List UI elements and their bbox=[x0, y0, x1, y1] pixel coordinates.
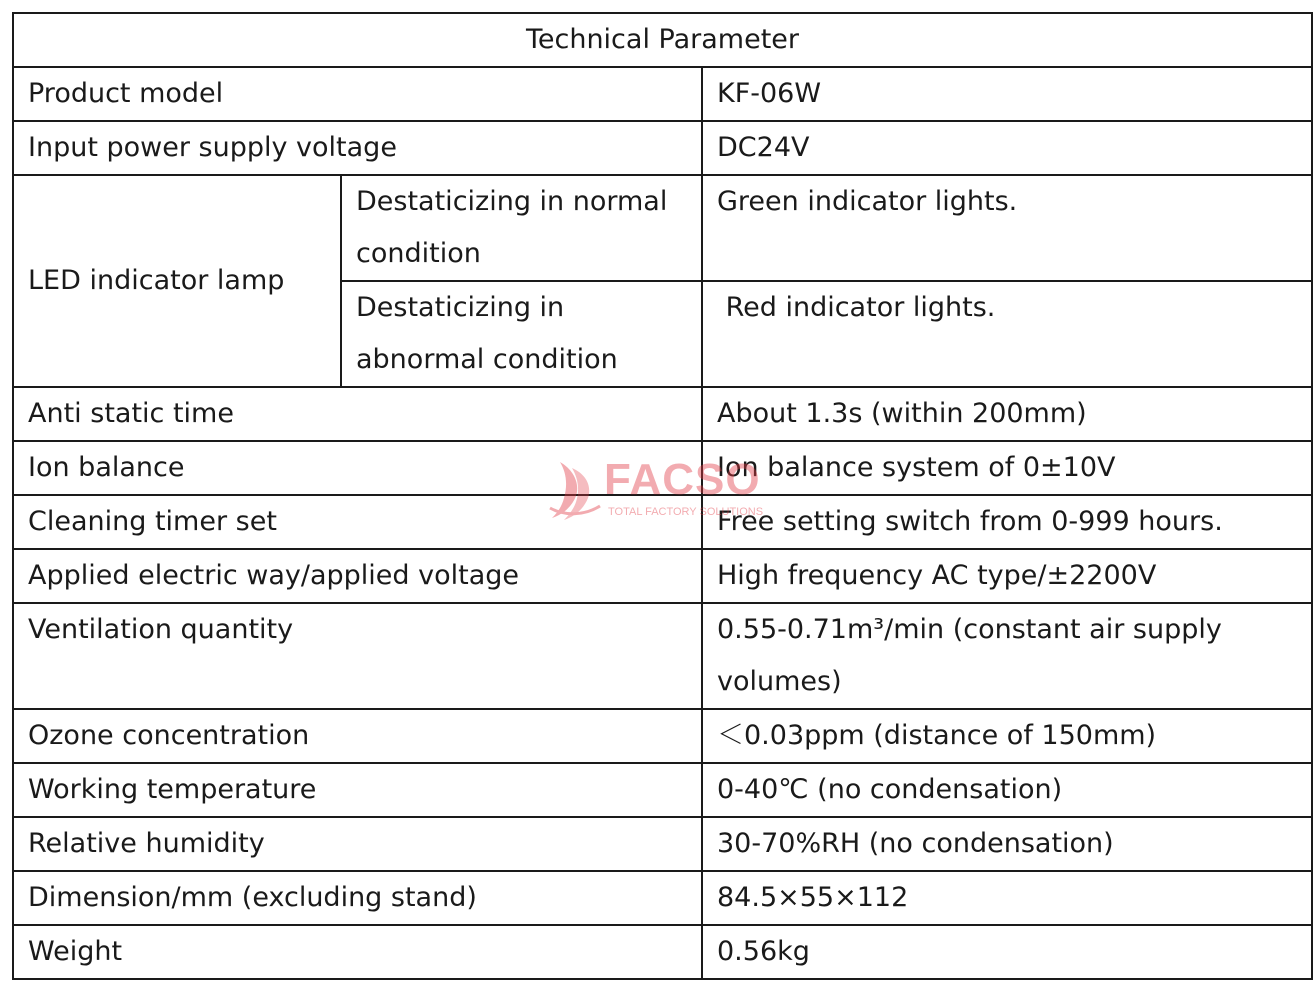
led-normal-condition: Destaticizing in normal condition bbox=[341, 175, 702, 281]
table-row bbox=[13, 121, 1312, 175]
led-lamp-label: LED indicator lamp bbox=[13, 175, 341, 387]
table-row bbox=[13, 817, 1312, 871]
table-row bbox=[13, 763, 1312, 817]
watermark-tagline: TOTAL FACTORY SOLUTIONS bbox=[608, 506, 764, 518]
product-model-value: KF-06W bbox=[702, 67, 1312, 121]
led-normal-value: Green indicator lights. bbox=[702, 175, 1312, 281]
led-abnormal-condition: Destaticizing in abnormal condition bbox=[341, 281, 702, 387]
weight-value: 0.56kg bbox=[702, 925, 1312, 979]
led-abnormal-value: Red indicator lights. bbox=[702, 281, 1312, 387]
table-row bbox=[13, 387, 1312, 441]
applied-electric-value: High frequency AC type/±2200V bbox=[702, 549, 1312, 603]
ozone-value: ＜0.03ppm (distance of 150mm) bbox=[702, 709, 1312, 763]
anti-static-time-label: Anti static time bbox=[13, 387, 702, 441]
cleaning-timer-value: Free setting switch from 0-999 hours. bbox=[702, 495, 1312, 549]
ventilation-value: 0.55-0.71m³/min (constant air supply volumes) bbox=[702, 603, 1312, 709]
technical-parameter-table bbox=[12, 12, 1313, 980]
product-model-label: Product model bbox=[13, 67, 702, 121]
working-temp-value: 0-40℃ (no condensation) bbox=[702, 763, 1312, 817]
table-title: Technical Parameter bbox=[13, 13, 1312, 67]
input-voltage-value: DC24V bbox=[702, 121, 1312, 175]
watermark-brand: FACSO bbox=[604, 455, 761, 504]
table-row bbox=[13, 441, 1312, 495]
cleaning-timer-label: Cleaning timer set bbox=[13, 495, 702, 549]
input-voltage-label: Input power supply voltage bbox=[13, 121, 702, 175]
working-temp-label: Working temperature bbox=[13, 763, 702, 817]
ventilation-label: Ventilation quantity bbox=[13, 603, 702, 709]
humidity-label: Relative humidity bbox=[13, 817, 702, 871]
anti-static-time-value: About 1.3s (within 200mm) bbox=[702, 387, 1312, 441]
table-row bbox=[13, 549, 1312, 603]
dimension-value: 84.5×55×112 bbox=[702, 871, 1312, 925]
table-row bbox=[13, 925, 1312, 979]
table-row bbox=[13, 495, 1312, 549]
table-row bbox=[13, 709, 1312, 763]
table-header-row bbox=[13, 13, 1312, 67]
humidity-value: 30-70%RH (no condensation) bbox=[702, 817, 1312, 871]
ion-balance-value: Ion balance system of 0±10V bbox=[702, 441, 1312, 495]
dimension-label: Dimension/mm (excluding stand) bbox=[13, 871, 702, 925]
table-row bbox=[13, 603, 1312, 709]
ion-balance-label: Ion balance bbox=[13, 441, 702, 495]
ozone-label: Ozone concentration bbox=[13, 709, 702, 763]
weight-label: Weight bbox=[13, 925, 702, 979]
applied-electric-label: Applied electric way/applied voltage bbox=[13, 549, 702, 603]
table-row bbox=[13, 67, 1312, 121]
table-row bbox=[13, 175, 1312, 281]
table-row bbox=[13, 871, 1312, 925]
